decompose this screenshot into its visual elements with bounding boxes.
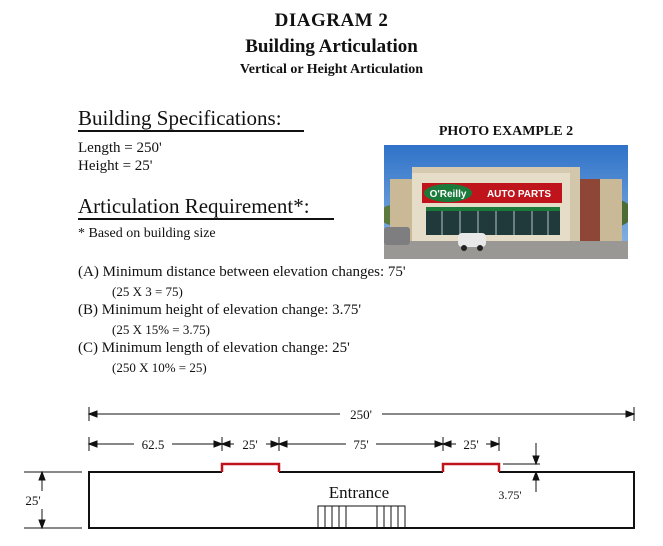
segment-3-label: 75' <box>353 437 369 452</box>
articulation-note: * Based on building size <box>78 226 216 241</box>
spec-length: Length = 250' <box>78 140 162 156</box>
entrance-label: Entrance <box>328 483 390 502</box>
elevation-label: 3.75' <box>498 488 522 502</box>
store-logo: O'Reilly <box>429 189 467 200</box>
photo-label: PHOTO EXAMPLE 2 <box>438 124 574 139</box>
specifications-underline <box>78 130 304 132</box>
segment-4-label: 25' <box>463 437 479 452</box>
elevation-diagram <box>0 395 663 546</box>
diagram-subheading: Vertical or Height Articulation <box>239 62 424 77</box>
specifications-heading: Building Specifications: <box>78 106 282 130</box>
requirement-b-calc: (25 X 15% = 3.75) <box>112 322 210 337</box>
requirement-b: (B) Minimum height of elevation change: 3.75' <box>78 302 362 318</box>
spec-height: Height = 25' <box>78 158 153 174</box>
segment-1-label: 62.5 <box>141 437 165 452</box>
requirement-c-calc: (250 X 10% = 25) <box>112 360 207 375</box>
total-length-label: 250' <box>350 407 372 422</box>
height-label: 25' <box>25 493 41 508</box>
requirement-a: (A) Minimum distance between elevation changes: 75' <box>78 264 406 280</box>
segment-2-label: 25' <box>242 437 258 452</box>
diagram-subtitle: Building Articulation <box>245 36 418 57</box>
articulation-heading: Articulation Requirement*: <box>78 194 310 218</box>
requirement-a-calc: (25 X 3 = 75) <box>112 284 183 299</box>
articulation-underline <box>78 218 334 220</box>
store-sign: AUTO PARTS <box>486 189 552 200</box>
requirement-c: (C) Minimum length of elevation change: 25' <box>78 340 350 356</box>
diagram-title: DIAGRAM 2 <box>274 10 389 31</box>
store-photo <box>384 145 628 259</box>
